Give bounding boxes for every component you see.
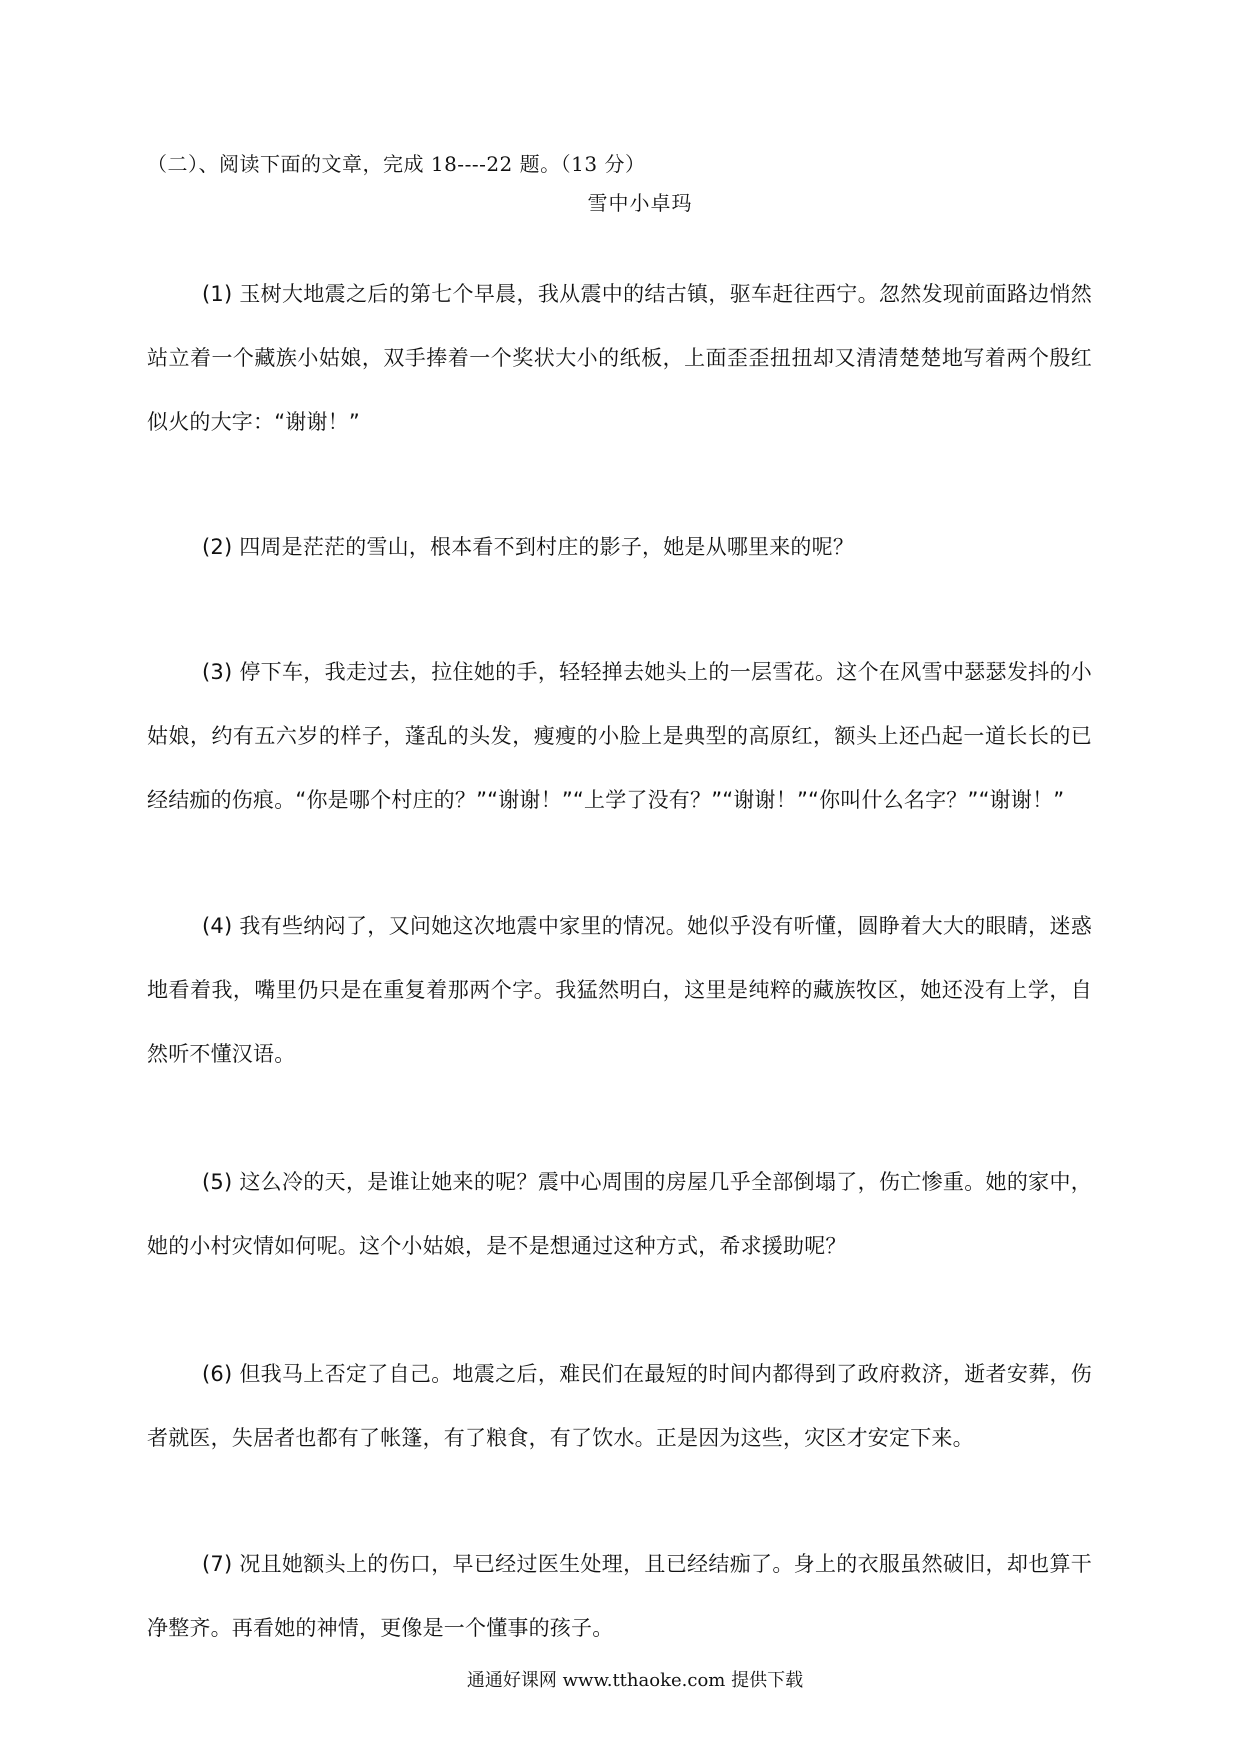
question-instruction: （二）、阅读下面的文章，完成 18----22 题。（13 分）: [147, 152, 646, 176]
paragraph-2: (2) 四周是茫茫的雪山，根本看不到村庄的影子，她是从哪里来的呢？: [202, 535, 855, 559]
paragraph-5: (5) 这么冷的天，是谁让她来的呢？震中心周围的房屋几乎全部倒塌了，伤亡惨重。她的家中，她的小村灾情如何呢。这个小姑娘，是不是想通过这种方式，希求援助呢？: [147, 1170, 1092, 1258]
paragraph-7: (7) 况且她额头上的伤口，早已经过医生处理，且已经结痂了。身上的衣服虽然破旧，却也算干净整齐。再看她的神情，更像是一个懂事的孩子。: [147, 1552, 1092, 1640]
article-title: 雪中小卓玛: [587, 191, 693, 215]
article-body: [147, 262, 1092, 1726]
paragraph-3: (3) 停下车，我走过去，拉住她的手，轻轻掸去她头上的一层雪花。这个在风雪中瑟瑟发抖的小姑娘，约有五六岁的样子，蓬乱的头发，瘦瘦的小脸上是典型的高原红，额头上还凸起一道长长的已经结痂的伤痕。“你是哪个村庄的？”“谢谢！”“上学了没有？”“谢谢！”“你叫什么名字？”“谢谢！”: [147, 660, 1092, 812]
paragraph-1: (1) 玉树大地震之后的第七个早晨，我从震中的结古镇，驱车赶往西宁。忽然发现前面路边悄然站立着一个藏族小姑娘，双手捧着一个奖状大小的纸板，上面歪歪扭扭却又清清楚楚地写着两个殷红似火的大字：“谢谢！”: [147, 282, 1092, 434]
paragraph-4: (4) 我有些纳闷了，又问她这次地震中家里的情况。她似乎没有听懂，圆睁着大大的眼睛，迷惑地看着我，嘴里仍只是在重复着那两个字。我猛然明白，这里是纯粹的藏族牧区，她还没有上学，自然听不懂汉语。: [147, 914, 1092, 1066]
paragraph-6: (6) 但我马上否定了自己。地震之后，难民们在最短的时间内都得到了政府救济，逝者安葬，伤者就医，失居者也都有了帐篷，有了粮食，有了饮水。正是因为这些，灾区才安定下来。: [147, 1362, 1092, 1450]
page-footer: 通通好课网 www.tthaoke.com 提供下载: [466, 1670, 804, 1691]
